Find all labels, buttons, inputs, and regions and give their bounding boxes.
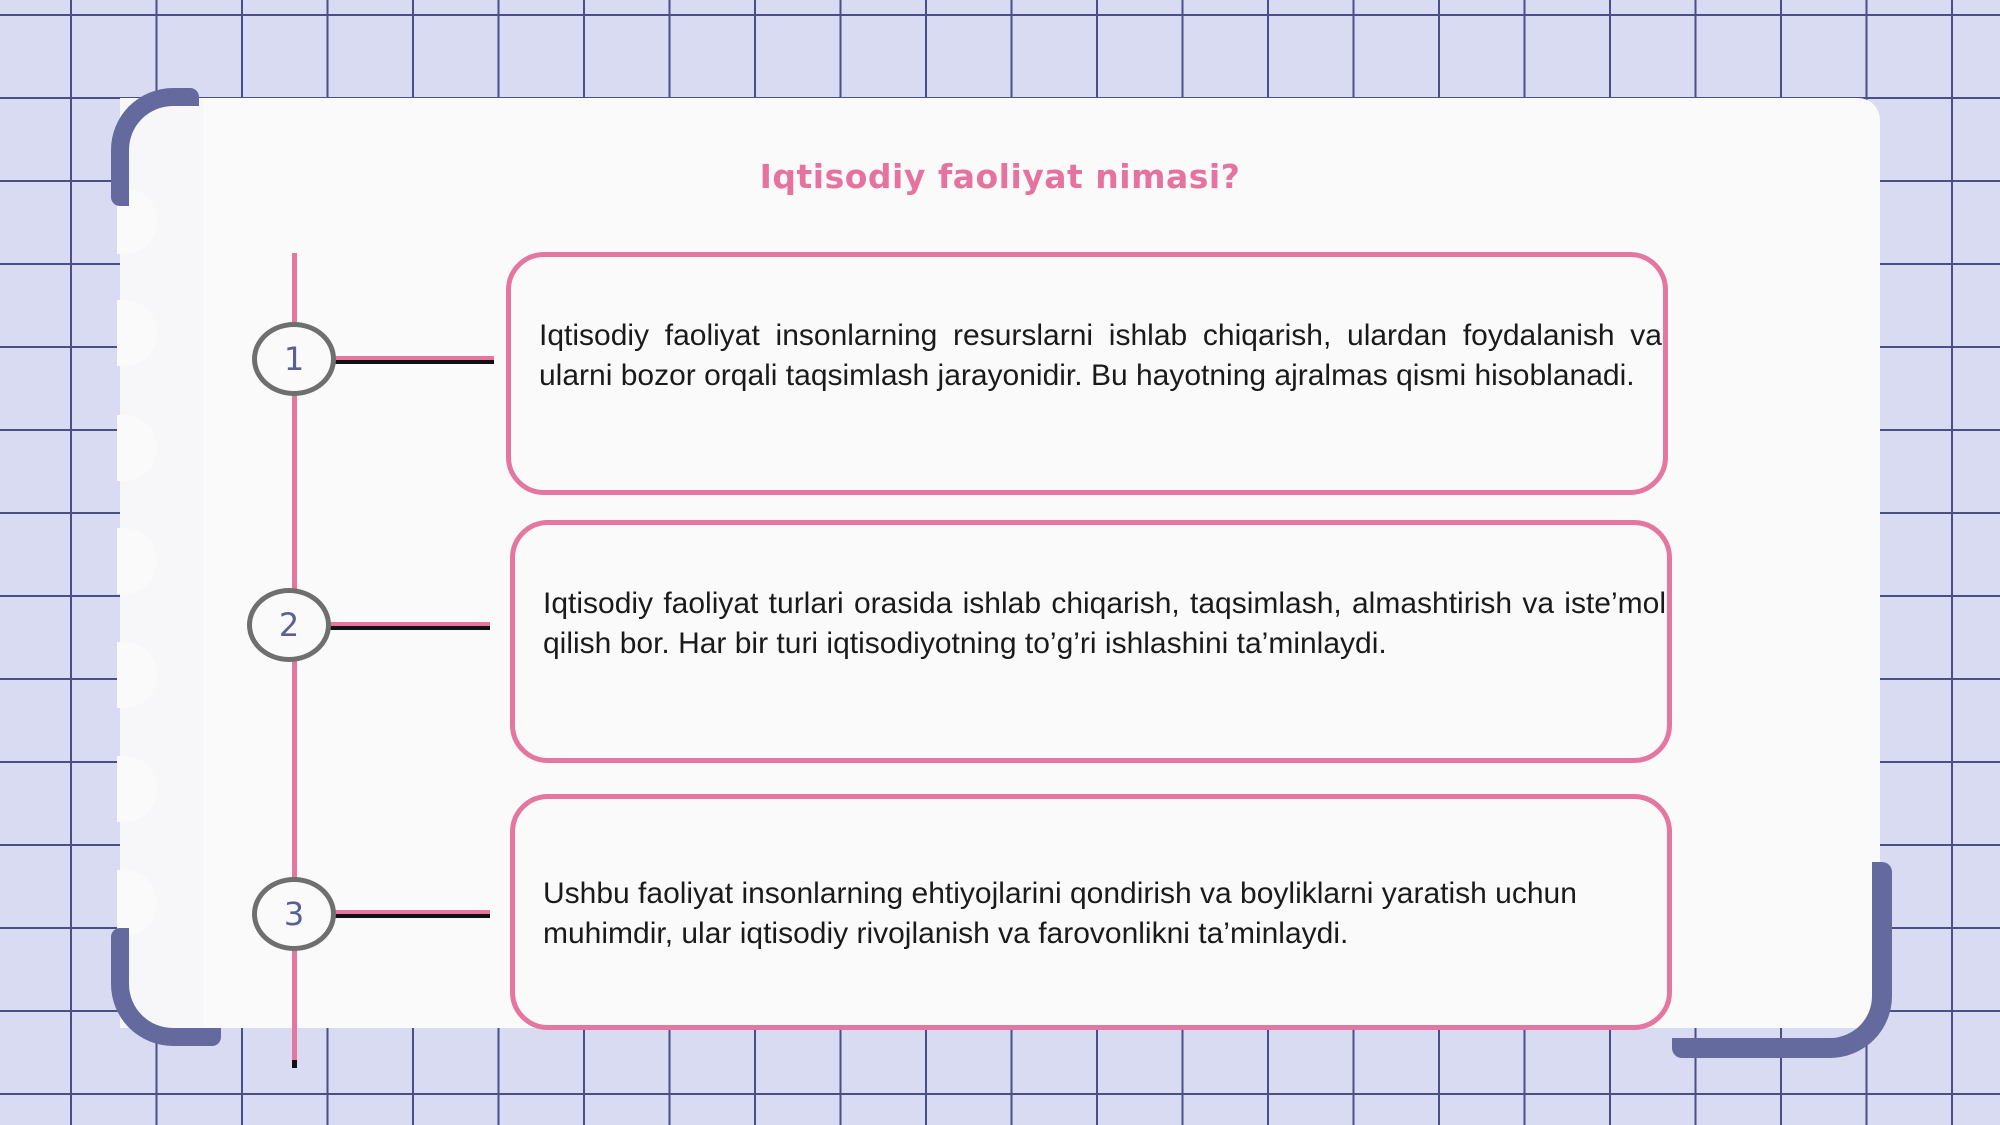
step-number-1: 1	[252, 322, 336, 396]
timeline-connector	[334, 910, 490, 918]
timeline-connector	[334, 356, 494, 364]
frame-corner-bottom-right	[1672, 862, 1892, 1058]
timeline-connector	[329, 622, 490, 630]
step-number-3: 3	[252, 877, 336, 951]
info-card-1-text: Iqtisodiy faoliyat insonlarning resurslarni ishlab chiqarish, ulardan foydalanish va ularni bozor orqali taqsimlash jarayonidir. Bu hayotning ajralmas qismi hisoblanadi.	[539, 319, 1662, 392]
timeline-end-tip	[292, 1060, 297, 1068]
info-card-3-text: Ushbu faoliyat insonlarning ehtiyojlarini qondirish va boyliklarni yaratish uchun muhimdir, ular iqtisodiy rivojlanish va farovonlikni ta’minlaydi.	[543, 877, 1577, 950]
frame-corner-bottom-left	[111, 928, 221, 1046]
step-number-2: 2	[247, 588, 331, 662]
slide-title: Iqtisodiy faoliyat nimasi?	[759, 157, 1241, 196]
info-card-2-text: Iqtisodiy faoliyat turlari orasida ishlab chiqarish, taqsimlash, almashtirish va iste’mol qilish bor. Har bir turi iqtisodiyotning to’g’ri ishlashini ta’minlaydi.	[543, 587, 1666, 660]
